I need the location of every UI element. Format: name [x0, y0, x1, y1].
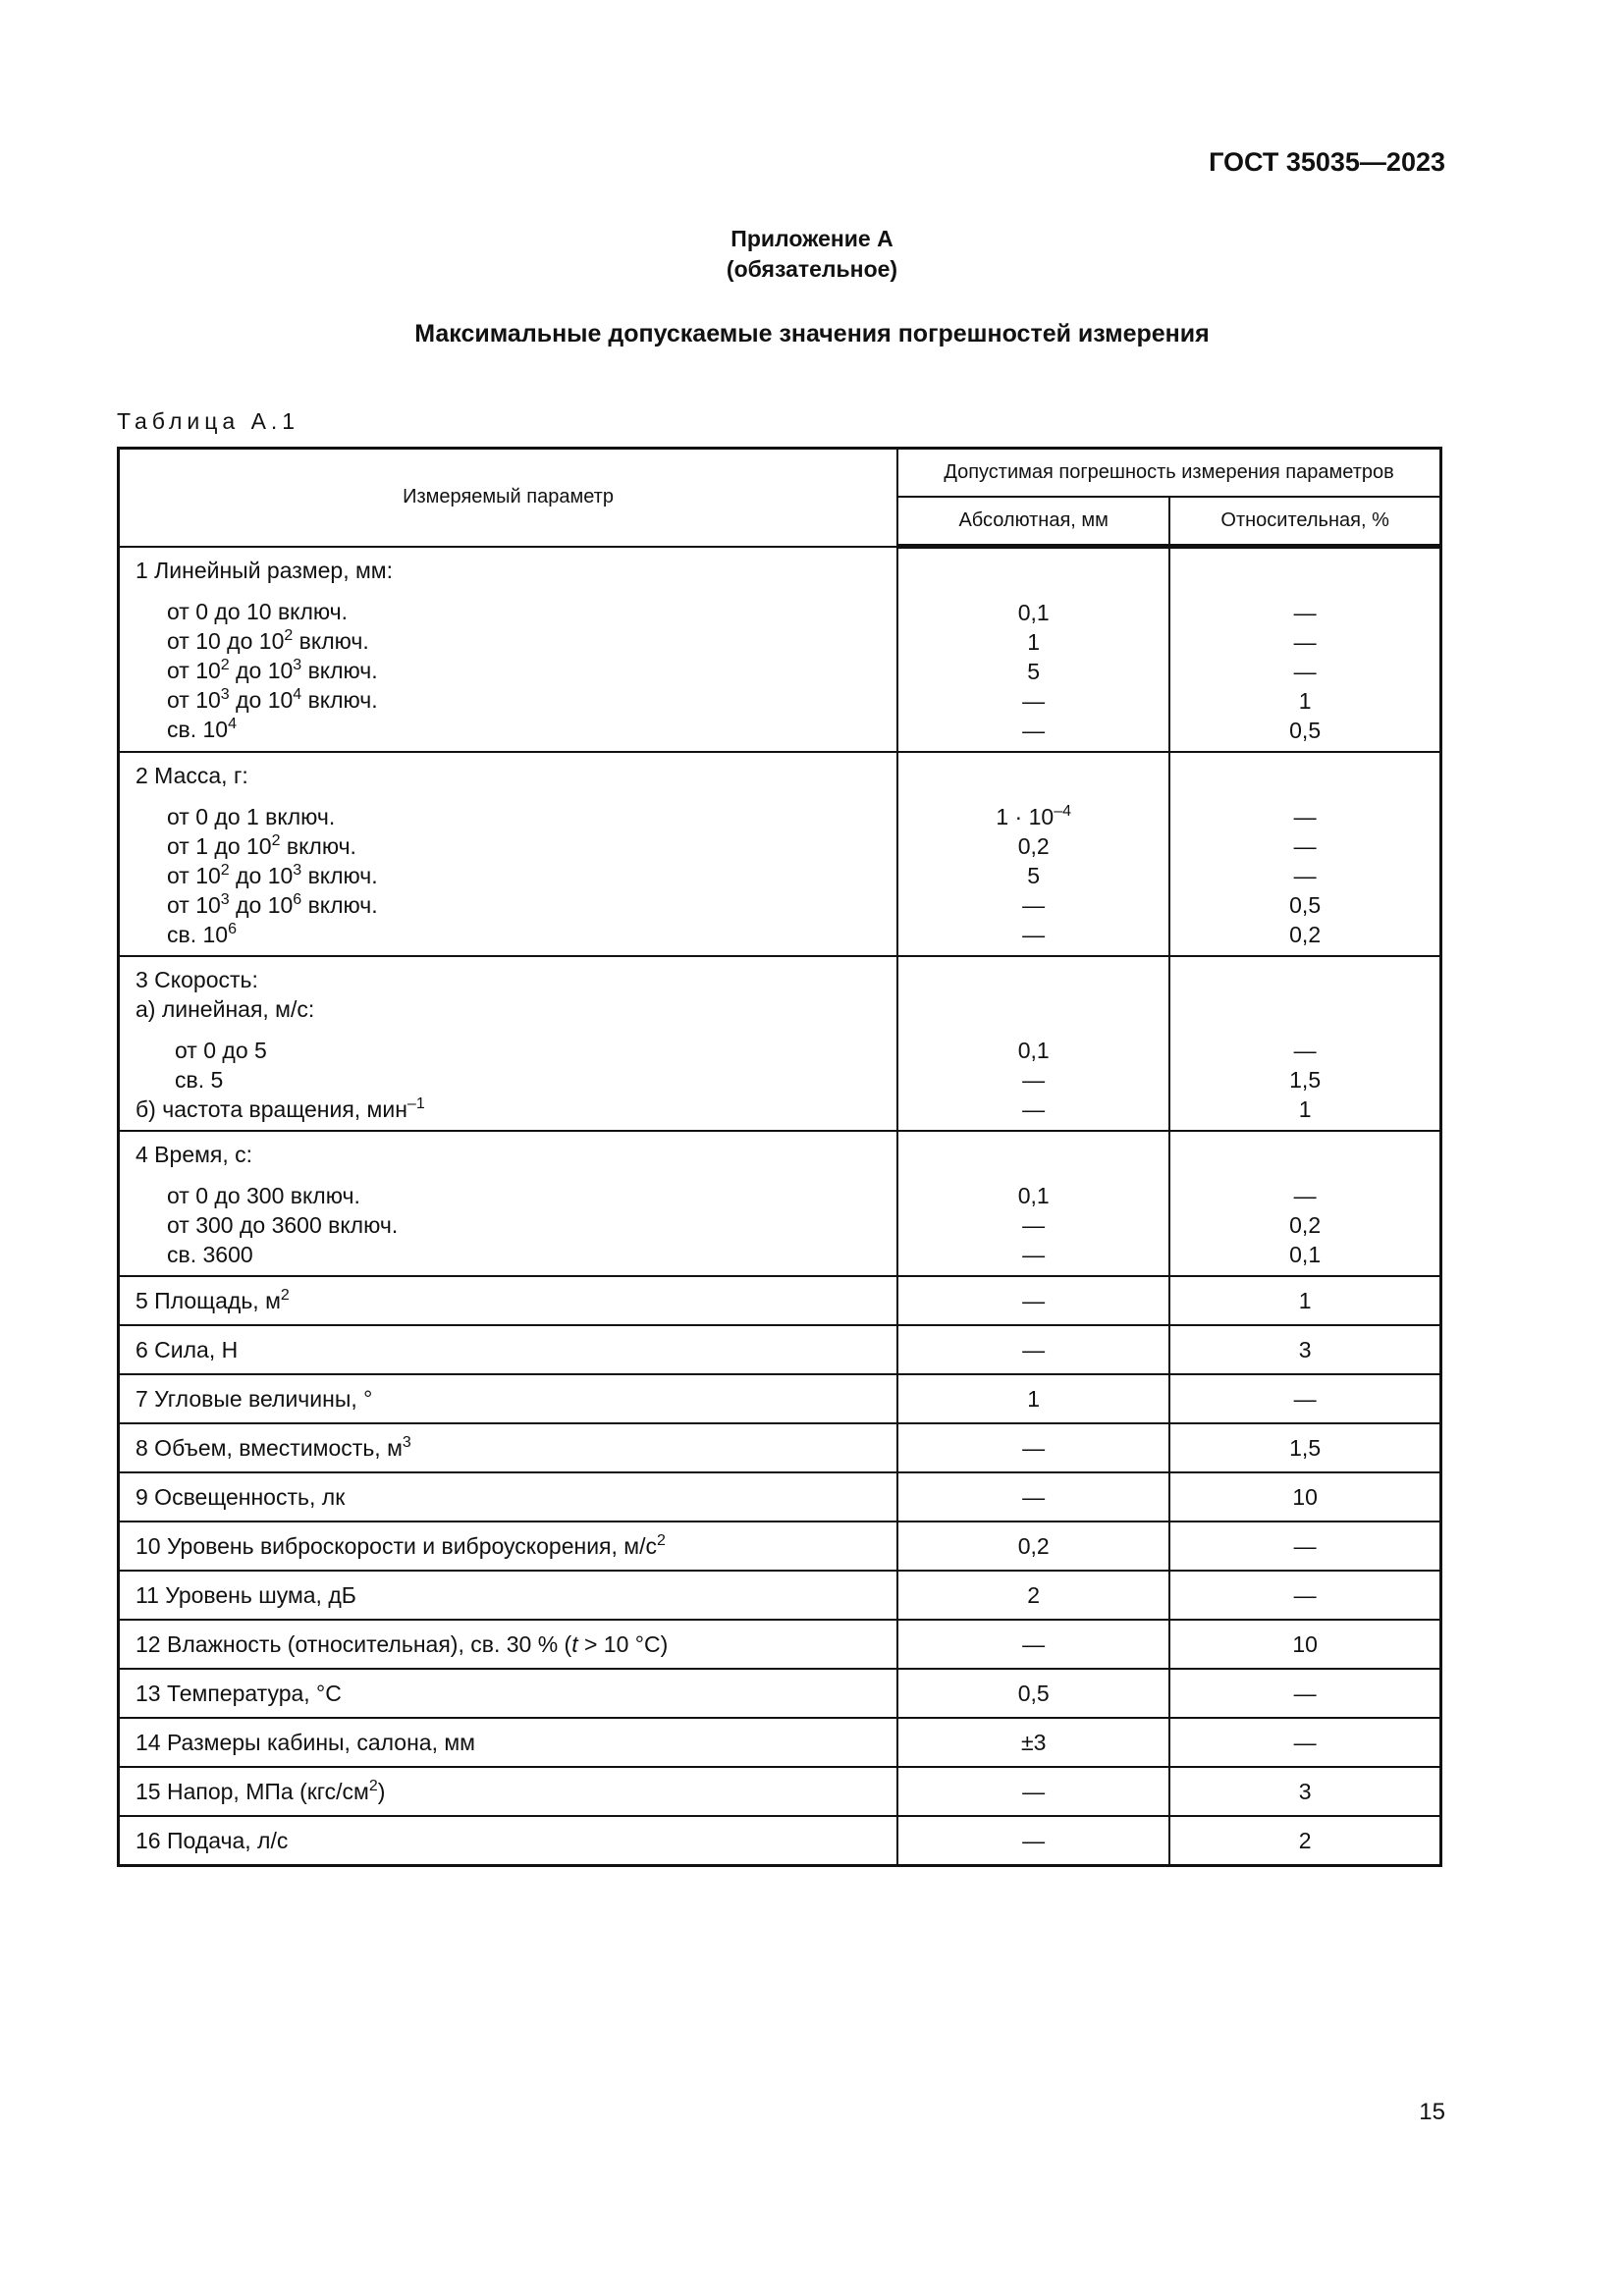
rel-cell — [1169, 547, 1440, 753]
param-range: от 300 до 3600 включ. — [167, 1212, 399, 1238]
table-label: Таблица А.1 — [117, 408, 300, 434]
main-title: Максимальные допускаемые значения погрешностей измерения — [414, 320, 1210, 347]
rel-value: 10 — [1169, 1472, 1440, 1522]
param-cell: 9 Освещенность, лк — [119, 1472, 898, 1522]
measurement-error-table — [117, 447, 1442, 1867]
rel-value: 0,2 — [1289, 922, 1322, 947]
rel-value: — — [1293, 804, 1317, 829]
param-range: от 0 до 10 включ. — [167, 598, 349, 624]
param-cell: 5 Площадь, $м^2$ — [119, 1276, 898, 1325]
param-title: 3 Скорость: — [135, 967, 258, 992]
rel-value: — — [1169, 1522, 1440, 1571]
param-cell: 10 Уровень виброскорости и виброускорения, $м/с^2$ — [119, 1522, 898, 1571]
table-row — [119, 1374, 1441, 1423]
table-row — [119, 1276, 1441, 1325]
param-cell: 15 Напор, МПа $(кгс/см^2)$ — [119, 1767, 898, 1816]
param-range: от $10^2$ до $10^3$ включ. — [167, 656, 378, 683]
rel-value: 1 — [1169, 1276, 1440, 1325]
rel-cell — [1169, 1131, 1440, 1276]
appendix-subtitle: (обязательное) — [726, 256, 898, 282]
rel-value: — — [1293, 833, 1317, 859]
appendix-title: Приложение А — [731, 226, 893, 251]
param-cell: 7 Угловые величины, ° — [119, 1374, 898, 1423]
abs-value: — — [1022, 1242, 1046, 1267]
rel-value: 1 — [1298, 688, 1312, 714]
param-title: 1 Линейный размер, мм: — [135, 557, 393, 583]
param-range: от $10^3$ до $10^6$ включ. — [167, 891, 378, 918]
abs-value: 0,1 — [1017, 1038, 1050, 1063]
table-row — [119, 1423, 1441, 1472]
rel-value: — — [1293, 659, 1317, 684]
document-code: ГОСТ 35035—2023 — [1209, 147, 1445, 177]
rel-value: — — [1169, 1374, 1440, 1423]
rel-cell — [1169, 956, 1440, 1131]
abs-value: — — [1022, 718, 1046, 743]
abs-cell — [897, 1131, 1169, 1276]
abs-value: — — [897, 1816, 1169, 1866]
param-cell — [119, 752, 898, 956]
table-row — [119, 1522, 1441, 1571]
rel-value: — — [1293, 629, 1317, 655]
param-range: св. $10^4$ — [167, 715, 237, 742]
abs-value: 0,5 — [897, 1669, 1169, 1718]
abs-value: — — [1022, 1067, 1046, 1093]
appendix-heading — [0, 224, 1624, 285]
param-cell — [119, 956, 898, 1131]
abs-value: 5 — [1027, 863, 1041, 888]
rel-value: 3 — [1169, 1767, 1440, 1816]
param-cell: 12 Влажность (относительная), св. 30 % (t > 10 °C) — [119, 1620, 898, 1669]
table-row — [119, 1816, 1441, 1866]
abs-value: — — [897, 1620, 1169, 1669]
table-row — [119, 1131, 1441, 1276]
rel-value: 3 — [1169, 1325, 1440, 1374]
param-range: св. $10^6$ — [167, 921, 237, 947]
rel-value: 0,2 — [1289, 1212, 1322, 1238]
param-range: от $10^2$ до $10^3$ включ. — [167, 862, 378, 888]
abs-value: — — [897, 1767, 1169, 1816]
abs-value: — — [1022, 922, 1046, 947]
abs-value: 5 — [1027, 659, 1041, 684]
abs-value: — — [897, 1472, 1169, 1522]
table-row — [119, 1472, 1441, 1522]
table-row — [119, 547, 1441, 753]
rel-value: 1,5 — [1289, 1067, 1322, 1093]
abs-value: 0,2 — [897, 1522, 1169, 1571]
table-row — [119, 956, 1441, 1131]
rel-value: 0,1 — [1289, 1242, 1322, 1267]
rel-value: — — [1169, 1571, 1440, 1620]
param-cell: 14 Размеры кабины, салона, мм — [119, 1718, 898, 1767]
abs-value: 0,1 — [1017, 1183, 1050, 1208]
header-permissible-error: Допустимая погрешность измерения параметров — [897, 449, 1440, 498]
param-cell: 13 Температура, °С — [119, 1669, 898, 1718]
table-row — [119, 1571, 1441, 1620]
abs-value: — — [1022, 1212, 1046, 1238]
abs-value: ±3 — [897, 1718, 1169, 1767]
rel-value: 1,5 — [1169, 1423, 1440, 1472]
table-row — [119, 1718, 1441, 1767]
abs-value: — — [897, 1423, 1169, 1472]
table-row — [119, 1620, 1441, 1669]
param-range: от 0 до 300 включ. — [167, 1183, 360, 1208]
param-title: 4 Время, с: — [135, 1142, 253, 1167]
param-subtitle: а) линейная, м/с: — [135, 996, 315, 1022]
param-cell: 6 Сила, Н — [119, 1325, 898, 1374]
abs-cell — [897, 956, 1169, 1131]
abs-value: 2 — [897, 1571, 1169, 1620]
rel-value: — — [1293, 863, 1317, 888]
param-range: от $10^3$ до $10^4$ включ. — [167, 685, 378, 713]
param-title: 2 Масса, г: — [135, 763, 248, 788]
rel-cell — [1169, 752, 1440, 956]
param-cell — [119, 1131, 898, 1276]
table-row — [119, 1767, 1441, 1816]
abs-cell — [897, 752, 1169, 956]
rel-value: 10 — [1169, 1620, 1440, 1669]
header-parameter: Измеряемый параметр — [119, 449, 898, 547]
param-cell: 11 Уровень шума, дБ — [119, 1571, 898, 1620]
abs-value: 0,2 — [1017, 833, 1050, 859]
page-number: 15 — [1419, 2099, 1445, 2125]
rel-value: — — [1293, 600, 1317, 625]
param-range: от 0 до 1 включ. — [167, 804, 336, 829]
rel-value: 0,5 — [1289, 892, 1322, 918]
table-row — [119, 1325, 1441, 1374]
rel-value: — — [1169, 1669, 1440, 1718]
rel-value: — — [1293, 1183, 1317, 1208]
param-cell — [119, 547, 898, 753]
param-range: от 10 до $10^2$ включ. — [167, 626, 369, 654]
abs-value: — — [1022, 892, 1046, 918]
rel-value: 2 — [1169, 1816, 1440, 1866]
param-subtitle: б) частота вращения, мин$^{-1}$ — [135, 1095, 425, 1122]
rel-value: 1 — [1298, 1096, 1312, 1122]
abs-cell — [897, 547, 1169, 753]
header-relative: Относительная, % — [1169, 497, 1440, 547]
abs-value: — — [1022, 688, 1046, 714]
param-cell: 16 Подача, л/с — [119, 1816, 898, 1866]
param-range: св. 3600 — [167, 1242, 253, 1267]
abs-value: 1 — [1027, 629, 1041, 655]
abs-value: — — [897, 1276, 1169, 1325]
param-range: от 1 до $10^2$ включ. — [167, 832, 356, 859]
abs-value: — — [1022, 1096, 1046, 1122]
header-absolute: Абсолютная, мм — [897, 497, 1169, 547]
rel-value: — — [1293, 1038, 1317, 1063]
rel-value: 0,5 — [1289, 718, 1322, 743]
abs-value: 1 — [897, 1374, 1169, 1423]
param-range: от 0 до 5 — [175, 1038, 267, 1063]
abs-value: $1 \cdot 10^{-4}$ — [996, 803, 1071, 829]
param-cell: 8 Объем, вместимость, $м^3$ — [119, 1423, 898, 1472]
abs-value: 0,1 — [1017, 600, 1050, 625]
rel-value: — — [1169, 1718, 1440, 1767]
table-row — [119, 752, 1441, 956]
table-row — [119, 1669, 1441, 1718]
param-range: св. 5 — [175, 1067, 224, 1093]
abs-value: — — [897, 1325, 1169, 1374]
